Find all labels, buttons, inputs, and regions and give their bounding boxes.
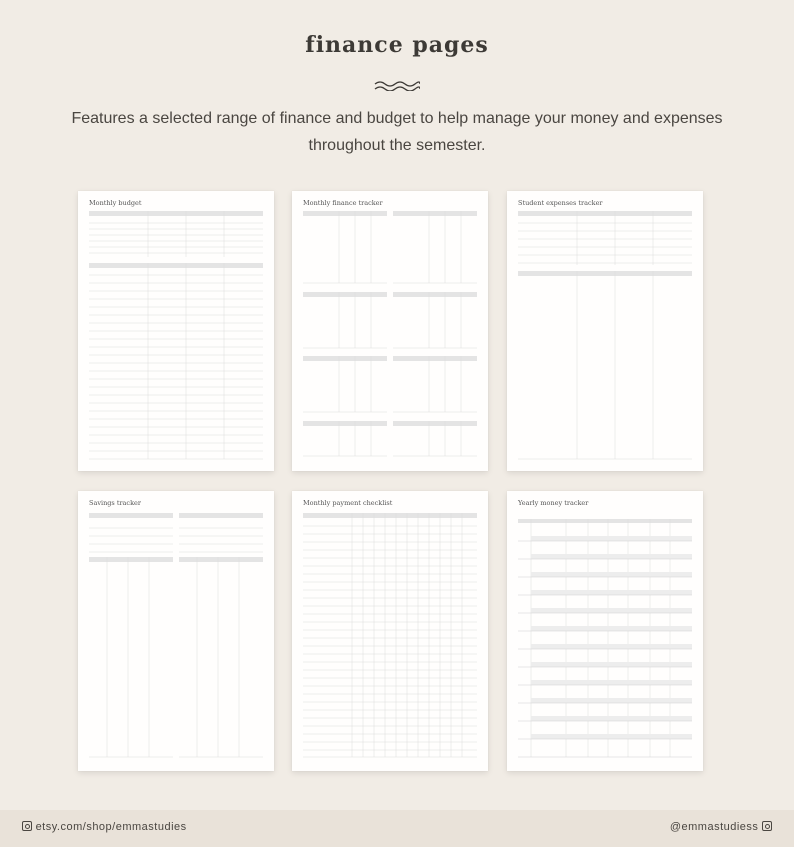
footer-bar [0, 810, 794, 847]
savings-tracker-grid [78, 491, 274, 771]
card-title: Yearly money tracker [518, 499, 589, 507]
card-title: Student expenses tracker [518, 199, 603, 207]
instagram-handle[interactable]: @emmastudiess [669, 821, 759, 833]
card-monthly-payment-checklist[interactable] [292, 491, 488, 771]
card-savings-tracker[interactable] [78, 491, 274, 771]
card-title: Monthly payment checklist [303, 499, 393, 507]
payment-checklist-grid [292, 491, 488, 771]
yearly-tracker-grid [507, 491, 703, 771]
card-title: Savings tracker [89, 499, 141, 507]
page-title: finance pages [305, 32, 489, 58]
instagram-icon [762, 821, 772, 831]
footer-left[interactable] [22, 821, 187, 833]
student-expenses-grid [507, 191, 703, 471]
footer-right[interactable] [670, 821, 772, 833]
card-title: Monthly budget [89, 199, 142, 207]
page-subtitle: Features a selected range of finance and budget to help manage your money and expenses throughout the semester. [71, 110, 723, 154]
card-student-expenses-tracker[interactable] [507, 191, 703, 471]
card-monthly-budget[interactable] [78, 191, 274, 471]
finance-tracker-grid [292, 191, 488, 471]
monthly-budget-grid [78, 191, 274, 471]
card-title: Monthly finance tracker [303, 199, 383, 207]
instagram-icon [22, 821, 32, 831]
card-yearly-money-tracker[interactable] [507, 491, 703, 771]
decorative-squiggle [374, 81, 420, 91]
shop-link[interactable]: etsy.com/shop/emmastudies [35, 821, 187, 833]
card-monthly-finance-tracker[interactable] [292, 191, 488, 471]
